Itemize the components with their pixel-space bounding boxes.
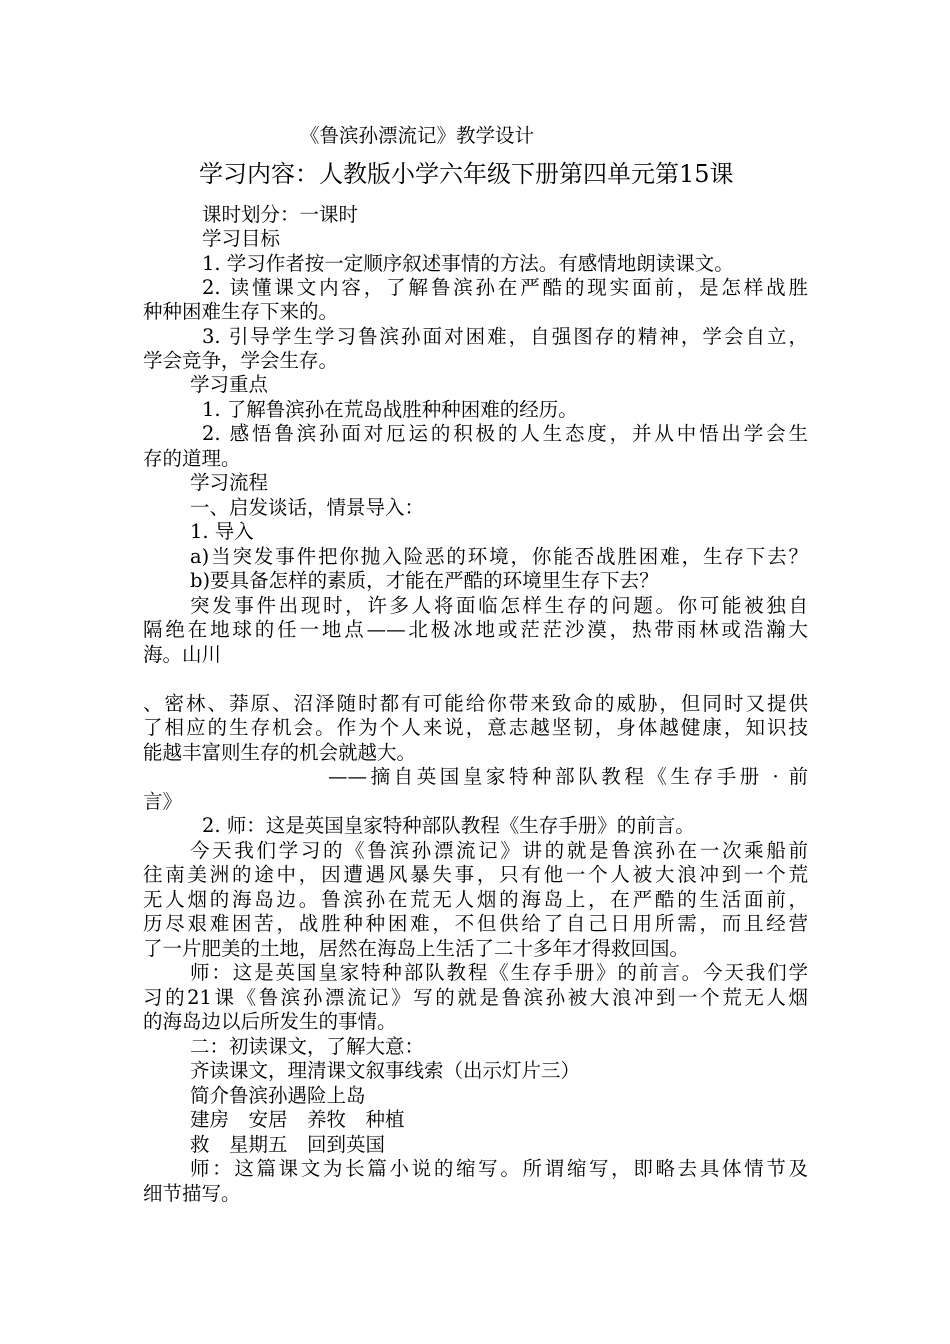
text-line: 2. 读懂课文内容，了解鲁滨孙在严酷的现实面前，是怎样战胜 xyxy=(202,276,808,299)
text-line: 1. 了解鲁滨孙在荒岛战胜种种困难的经历。 xyxy=(202,398,578,421)
text-line: 能越丰富则生存的机会就越大。 xyxy=(143,741,417,764)
text-line: 1. 学习作者按一定顺序叙述事情的方法。有感情地朗读课文。 xyxy=(202,252,734,275)
text-line: 细节描写。 xyxy=(143,1182,241,1205)
text-line: 习的21课《鲁滨孙漂流记》写的就是鲁滨孙被大浪冲到一个荒无人烟 xyxy=(143,986,808,1009)
section-heading: 学习流程 xyxy=(190,471,269,494)
section-heading: 学习目标 xyxy=(202,227,281,250)
citation-line: ——摘自英国皇家特种部队教程《生存手册 · 前 xyxy=(328,765,808,788)
text-line: a)当突发事件把你抛入险恶的环境，你能否战胜困难，生存下去？ xyxy=(190,545,808,568)
text-line: 3. 引导学生学习鲁滨孙面对困难，自强图存的精神，学会自立， xyxy=(202,325,808,348)
citation-line: 言》 xyxy=(143,790,183,813)
text-line: 的海岛边以后所发生的事情。 xyxy=(143,1010,397,1033)
text-line: 隔绝在地球的任一地点——北极冰地或茫茫沙漠，热带雨林或浩瀚大 xyxy=(143,618,808,641)
text-line: 师：这篇课文为长篇小说的缩写。所谓缩写，即略去具体情节及 xyxy=(190,1157,808,1180)
text-line: 历尽艰难困苦，战胜种种困难，不但供给了自己日用所需，而且经营 xyxy=(143,912,808,935)
text-line: 海。山川 xyxy=(143,643,222,666)
text-line: b)要具备怎样的素质，才能在严酷的环境里生存下去？ xyxy=(190,569,659,592)
section-heading: 学习重点 xyxy=(190,373,269,396)
text-line: 师：这是英国皇家特种部队教程《生存手册》的前言。今天我们学 xyxy=(190,961,808,984)
text-line: 课时划分：一课时 xyxy=(202,203,359,226)
text-line: 一、启发谈话，情景导入： xyxy=(190,496,425,519)
text-line: 存的道理。 xyxy=(143,447,241,470)
text-line: 种种困难生存下来的。 xyxy=(143,300,339,323)
text-line: 1. 导入 xyxy=(190,520,254,543)
text-line: 建房 安居 养牧 种植 xyxy=(190,1108,405,1131)
text-line: 学会竞争，学会生存。 xyxy=(143,349,339,372)
text-line: 2. 师：这是英国皇家特种部队教程《生存手册》的前言。 xyxy=(202,814,695,837)
section-heading: 二：初读课文，了解大意： xyxy=(190,1035,425,1058)
text-line: 2. 感悟鲁滨孙面对厄运的积极的人生态度，并从中悟出学会生 xyxy=(202,422,808,445)
document-title: 《鲁滨孙漂流记》教学设计 xyxy=(300,124,535,147)
text-line: 简介鲁滨孙遇险上岛 xyxy=(190,1084,366,1107)
text-line: 了一片肥美的土地，居然在海岛上生活了二十多年才得救回国。 xyxy=(143,937,690,960)
text-line: 、密林、莽原、沼泽随时都有可能给你带来致命的威胁，但同时又提供 xyxy=(143,692,808,715)
text-line: 了相应的生存机会。作为个人来说，意志越坚韧，身体越健康，知识技 xyxy=(143,716,808,739)
text-line: 齐读课文，理清课文叙事线索（出示灯片三） xyxy=(190,1059,581,1082)
text-line: 今天我们学习的《鲁滨孙漂流记》讲的就是鲁滨孙在一次乘船前 xyxy=(190,839,808,862)
text-line: 救 星期五 回到英国 xyxy=(190,1133,386,1156)
text-line: 往南美洲的途中，因遭遇风暴失事，只有他一个人被大浪冲到一个荒 xyxy=(143,863,808,886)
text-line: 无人烟的海岛边。鲁滨孙在荒无人烟的海岛上，在严酷的生活面前， xyxy=(143,888,808,911)
document-subtitle: 学习内容：人教版小学六年级下册第四单元第15课 xyxy=(199,160,734,188)
text-line: 突发事件出现时，许多人将面临怎样生存的问题。你可能被独自 xyxy=(190,594,808,617)
